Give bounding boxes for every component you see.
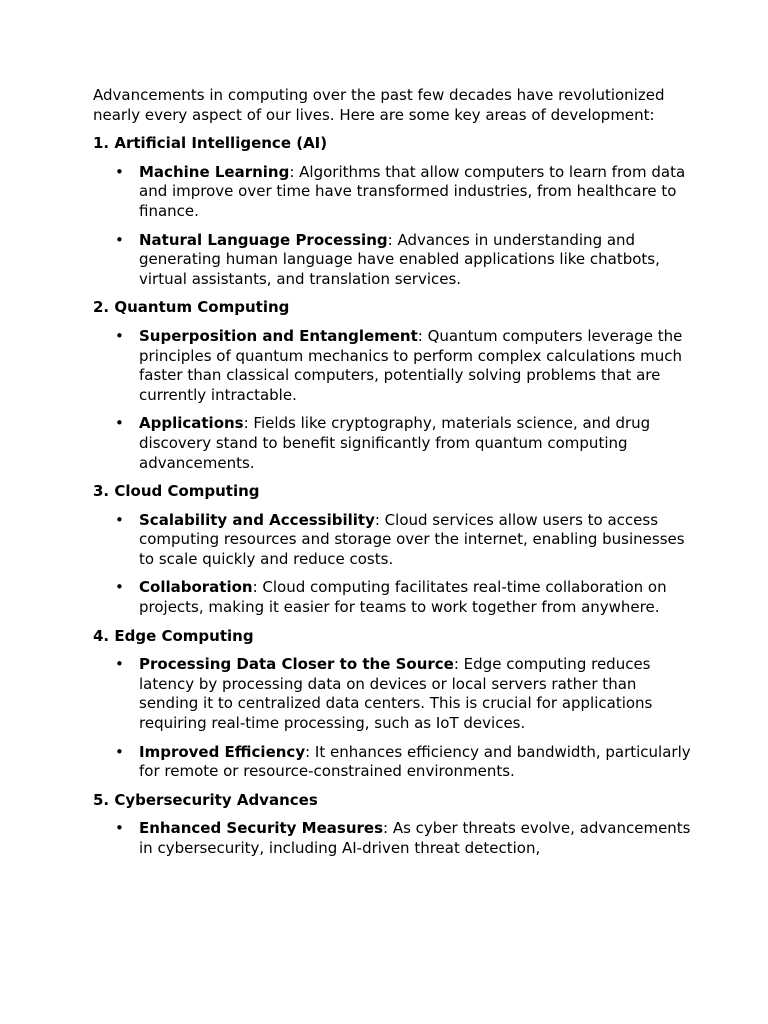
bullet-text: : Fields like cryptography, materials science, and drug discovery stand to benefit significantly from quantum computing advancements. [139,414,651,472]
bullet-item [93,819,693,858]
bullet-item [93,511,693,570]
section-quantum [93,298,693,473]
bullet-term: Improved Efficiency [139,742,306,761]
bullet-item [93,578,693,617]
section-heading: 2. Quantum Computing [93,298,290,317]
bullet-text: : Advances in understanding and generating human language have enabled applications like chatbots, virtual assistants, and translation services. [139,230,660,288]
bullet-text: : Algorithms that allow computers to learn from data and improve over time have transformed industries, from healthcare to finance. [139,162,686,220]
bullet-item [93,231,693,290]
bullet-list [93,327,693,473]
bullet-text: : Cloud computing facilitates real-time collaboration on projects, making it easier for teams to work together from anywhere. [139,578,667,617]
bullet-icon: • [115,742,124,761]
section-ai [93,134,693,289]
bullet-text: : Cloud services allow users to access computing resources and storage over the internet, enabling businesses to scale quickly and reduce costs. [139,510,685,568]
bullet-item [93,414,693,473]
bullet-item [93,743,693,782]
bullet-icon: • [115,510,124,529]
bullet-icon: • [115,655,124,674]
bullet-icon: • [115,414,124,433]
bullet-term: Machine Learning [139,162,290,181]
section-cybersecurity [93,791,693,859]
bullet-icon: • [115,326,124,345]
bullet-text: : It enhances efficiency and bandwidth, particularly for remote or resource-constrained environments. [139,742,691,781]
bullet-term: Enhanced Security Measures [139,819,384,838]
bullet-list [93,163,693,290]
section-heading: 1. Artificial Intelligence (AI) [93,134,328,153]
bullet-item [93,163,693,222]
section-heading: 4. Edge Computing [93,626,254,645]
bullet-item [93,327,693,405]
bullet-text: : Edge computing reduces latency by processing data on devices or local servers rather than sending it to centralized data centers. This is crucial for applications requiring real-time processing, such as IoT devices. [139,655,653,733]
bullet-term: Superposition and Entanglement [139,326,418,345]
bullet-term: Scalability and Accessibility [139,510,375,529]
bullet-list [93,511,693,618]
bullet-term: Applications [139,414,244,433]
intro-paragraph: Advancements in computing over the past few decades have revolutionized nearly every aspect of our lives. Here are some key areas of development: [93,86,665,124]
bullet-term: Processing Data Closer to the Source [139,655,454,674]
bullet-text: : Quantum computers leverage the principles of quantum mechanics to perform complex calculations much faster than classical computers, potentially solving problems that are currently intractable. [139,326,683,404]
bullet-term: Natural Language Processing [139,230,388,249]
bullet-text: : As cyber threats evolve, advancements in cybersecurity, including AI-driven threat detection, [139,819,691,857]
section-heading: 5. Cybersecurity Advances [93,790,318,809]
bullet-icon: • [115,819,124,838]
document-page [93,86,693,868]
section-heading: 3. Cloud Computing [93,482,260,501]
bullet-term: Collaboration [139,578,253,597]
bullet-icon: • [115,230,124,249]
section-cloud [93,482,693,618]
section-edge [93,627,693,782]
bullet-icon: • [115,578,124,597]
bullet-list [93,819,693,858]
bullet-icon: • [115,162,124,181]
bullet-item [93,655,693,733]
bullet-list [93,655,693,782]
